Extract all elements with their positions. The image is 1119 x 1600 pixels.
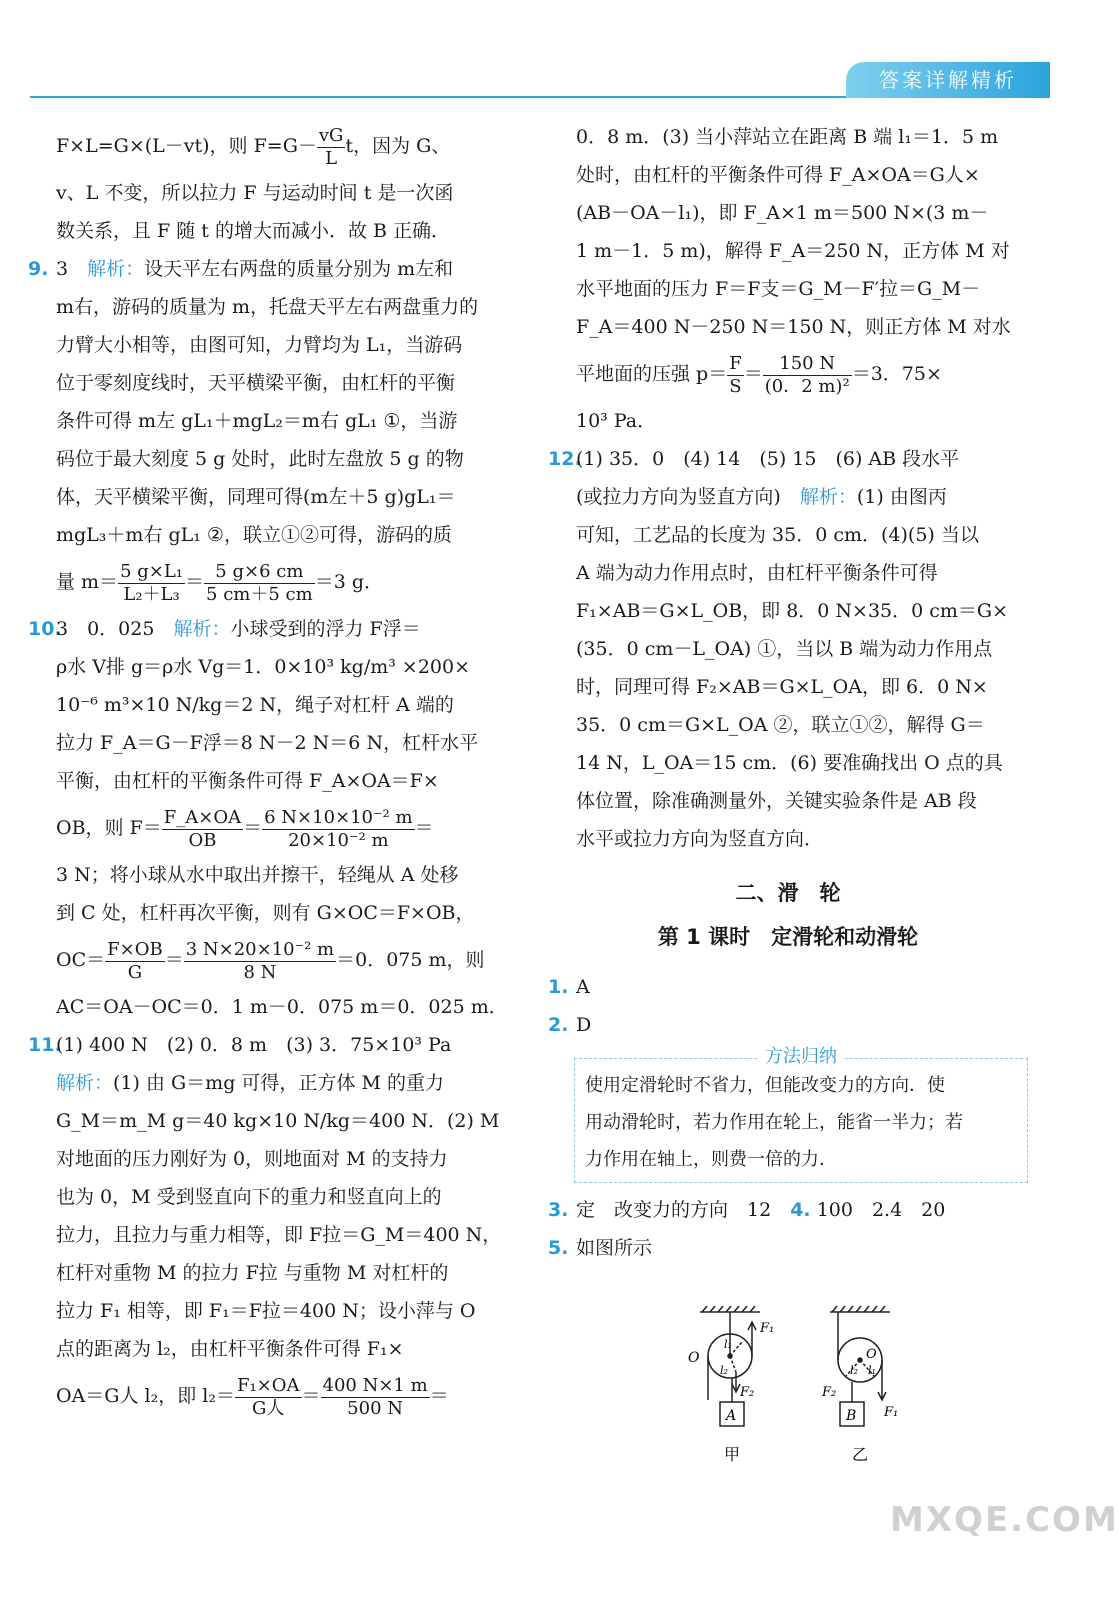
text-line: 码位于最大刻度 5 g 处时，此时左盘放 5 g 的物: [56, 448, 464, 470]
left-column: [28, 118, 508, 1424]
answer-1: 1. A: [548, 976, 590, 998]
text-line: 水平或拉力方向为竖直方向．: [576, 828, 824, 850]
pulley-figure: [680, 1300, 920, 1470]
text-line: 10³ Pa．: [576, 410, 657, 432]
formula-line: 量 m＝ $\frac{\text{5 g×L₁}}{\text{L₂＋L₃}}$ ＝ $\frac{5 g\times 6 cm}{5 cm+5 cm}$ ＝3 g．: [56, 560, 383, 605]
fraction: $\frac{\text{F₁×OA}}{\text{G人}}$: [236, 1374, 300, 1419]
text-line: 14 N，L_OA＝15 cm．(6) 要准确找出 O 点的具: [576, 752, 1003, 774]
fraction: $\frac{vG}{L}$: [318, 124, 344, 169]
f1-label-right: F₁: [884, 1405, 899, 1420]
text-line: 水平地面的压力 F＝F支＝G_M－F′拉＝G_M－: [576, 278, 981, 300]
text-line: 使用定滑轮时不省力，但能改变力的方向．使: [585, 1075, 945, 1096]
text-line: 也为 0，M 受到竖直向下的重力和竖直向上的: [56, 1186, 442, 1208]
text-line: 可知，工艺品的长度为 35．0 cm．(4)(5) 当以: [576, 524, 979, 546]
right-column: [548, 118, 1028, 1267]
answer-3-4: 3. 定 改变力的方向 12 4. 100 2.4 20: [548, 1199, 946, 1221]
text-line: F_A＝400 N－250 N＝150 N，则正方体 M 对水: [576, 316, 1011, 338]
answer-2: 2. D: [548, 1014, 592, 1036]
lesson-title: 第 1 课时 定滑轮和动滑轮: [657, 925, 919, 949]
fraction: $\frac{\text{3 N×20×10⁻² m}}{8 N}$: [185, 938, 335, 983]
formula-line: OA＝G人 l₂，即 l₂＝ $\frac{\text{F₁×OA}}{\text{G人}}$ ＝ $\frac{400 N\times 1 m}{500 N}$ ＝: [56, 1374, 449, 1419]
fraction: $\frac{400 N\times 1 m}{500 N}$: [322, 1374, 428, 1419]
fraction: $\frac{F\_A\times OA}{OB}$: [163, 806, 242, 851]
text-line: 用动滑轮时，若力作用在轮上，能省一半力；若: [585, 1112, 963, 1133]
fraction: $\frac{F}{S}$: [729, 352, 742, 397]
l1-label-left: l₁: [724, 1338, 732, 1351]
text-line: mgL₃＋m右 gL₁ ②，联立①②可得，游码的质: [56, 524, 452, 546]
text-line: 0．8 m．(3) 当小萍站立在距离 B 端 l₁＝1．5 m: [576, 126, 999, 148]
question-11: 11.(1) 400 N (2) 0．8 m (3) 3．75×10³ Pa: [28, 1034, 452, 1056]
text-line: (35．0 cm－L_OA) ①，当以 B 端为动力作用点: [576, 638, 993, 660]
section-title: 二、滑 轮: [735, 881, 841, 905]
o-label-right: O: [866, 1347, 877, 1362]
text-line: v、L 不变，所以拉力 F 与运动时间 t 是一次函: [56, 182, 454, 204]
answer-5: 5. 如图所示: [548, 1237, 653, 1259]
question-12: 12.(1) 35．0 (4) 14 (5) 15 (6) AB 段水平: [548, 448, 960, 470]
figure-label-right: 乙: [852, 1445, 869, 1464]
fraction: $\frac{\text{6 N×10×10⁻² m}}{\text{20×10⁻² m}}$: [264, 806, 413, 851]
text-line: 力作用在轴上，则费一倍的力．: [585, 1149, 837, 1170]
l2-label-left: l₂: [720, 1364, 728, 1377]
l1-label-right: l₁: [868, 1364, 876, 1377]
fraction: $\frac{\text{5 g×L₁}}{\text{L₂＋L₃}}$: [120, 560, 184, 605]
text-line: 拉力 F₁ 相等，即 F₁＝F拉＝400 N；设小萍与 O: [56, 1300, 476, 1322]
text-line: 平衡，由杠杆的平衡条件可得 F_A×OA＝F×: [56, 770, 439, 792]
text-line: 时，同理可得 F₂×AB＝G×L_OA，即 6．0 N×: [576, 676, 988, 698]
text-line: 力臂大小相等，由图可知，力臂均为 L₁，当游码: [56, 334, 463, 356]
text-line: 点的距离为 l₂，由杠杆平衡条件可得 F₁×: [56, 1338, 404, 1360]
f2-label-left: F₂: [740, 1385, 755, 1400]
question-9: 9. 3 解析：设天平左右两盘的质量分别为 m左和: [28, 258, 454, 280]
text-line: 35．0 cm＝G×L_OA ②，联立①②，解得 G＝: [576, 714, 985, 736]
text-line: 到 C 处，杠杆再次平衡，则有 G×OC＝F×OB，: [56, 902, 475, 924]
fraction: $\frac{5 g\times 6 cm}{5 cm+5 cm}$: [206, 560, 313, 605]
text-line: 3 N；将小球从水中取出并擦干，轻绳从 A 处移: [56, 864, 459, 886]
text-line: A 端为动力作用点时，由杠杆平衡条件可得: [576, 562, 938, 584]
ceiling-right: [830, 1306, 890, 1312]
text-line: 数关系，且 F 随 t 的增大而减小．故 B 正确．: [56, 220, 451, 242]
formula-line: OB，则 F＝ $\frac{F\_A\times OA}{OB}$ ＝ $\frac{\text{6 N×10×10⁻² m}}{\text{20×10⁻² m}}$ ＝: [56, 806, 434, 851]
movable-pulley-right: [838, 1312, 886, 1402]
l2-label-right: l₂: [850, 1364, 858, 1377]
header-tab: 答案详解精析: [846, 62, 1050, 98]
text-line: 解析：(1) 由 G＝mg 可得，正方体 M 的重力: [56, 1072, 444, 1094]
f1-label-left: F₁: [760, 1321, 775, 1336]
fraction: $\frac{F\times OB}{G}$: [107, 938, 163, 983]
method-summary-title: 方法归纳: [757, 1043, 845, 1071]
text-line: (AB－OA－l₁)，即 F_A×1 m＝500 N×(3 m－: [576, 202, 989, 224]
text-line: AC＝OA－OC＝0．1 m－0．075 m＝0．025 m．: [56, 996, 508, 1018]
text-line: ρ水 V排 g＝ρ水 Vg＝1．0×10³ kg/m³ ×200×: [56, 656, 471, 678]
text-line: G_M＝m_M g＝40 kg×10 N/kg＝400 N．(2) M: [56, 1110, 500, 1132]
text-line: 体，天平横梁平衡，同理可得(m左＋5 g)gL₁＝: [56, 486, 456, 508]
text-line: 对地面的压力刚好为 0，则地面对 M 的支持力: [56, 1148, 448, 1170]
text-line: 拉力 F_A＝G－F浮＝8 N－2 N＝6 N，杠杆水平: [56, 732, 479, 754]
f2-label-right: F₂: [822, 1385, 837, 1400]
method-summary-box: [574, 1046, 1028, 1183]
text-line: 条件可得 m左 gL₁＋mgL₂＝m右 gL₁ ①，当游: [56, 410, 458, 432]
text-line: 位于零刻度线时，天平横梁平衡，由杠杆的平衡: [56, 372, 456, 394]
text-line: F×L=G×(L－vt)，则 F=G－ $\frac{vG}{L}$ t，因为 G、: [56, 124, 451, 169]
formula-line: OC＝ $\frac{F\times OB}{G}$ ＝ $\frac{\text{3 N×20×10⁻² m}}{8 N}$ ＝0．075 m，则: [56, 938, 485, 983]
figure-label-left: 甲: [724, 1445, 741, 1464]
formula-line: 平地面的压强 p＝ $\frac{F}{S}$ ＝ $\frac{150 N}{\text{(0．2 m)²}}$ ＝3．75×: [576, 352, 942, 397]
text-line: 10⁻⁶ m³×10 N/kg＝2 N，绳子对杠杆 A 端的: [56, 694, 454, 716]
box-a-label: A: [726, 1408, 737, 1424]
text-line: m右，游码的质量为 m，托盘天平左右两盘重力的: [56, 296, 479, 318]
text-line: 1 m－1．5 m)，解得 F_A＝250 N，正方体 M 对: [576, 240, 1010, 262]
text-line: 处时，由杠杆的平衡条件可得 F_A×OA＝G人×: [576, 164, 980, 186]
fraction: $\frac{150 N}{\text{(0．2 m)²}}$: [764, 352, 850, 397]
text-line: (或拉力方向为竖直方向) 解析：(1) 由图丙: [576, 486, 947, 508]
text-line: F₁×AB＝G×L_OB，即 8．0 N×35．0 cm＝G×: [576, 600, 1009, 622]
o-label-left: O: [688, 1350, 700, 1366]
question-10: 10.3 0．025 解析：小球受到的浮力 F浮＝: [28, 618, 421, 640]
ceiling-left: [700, 1306, 760, 1312]
text-line: 体位置，除准确测量外，关键实验条件是 AB 段: [576, 790, 977, 812]
watermark: MXQE.COM: [890, 1500, 1119, 1540]
text-line: 拉力，且拉力与重力相等，即 F拉＝G_M＝400 N，: [56, 1224, 502, 1246]
box-b-label: B: [846, 1408, 857, 1424]
text-line: 杠杆对重物 M 的拉力 F拉 与重物 M 对杠杆的: [56, 1262, 449, 1284]
